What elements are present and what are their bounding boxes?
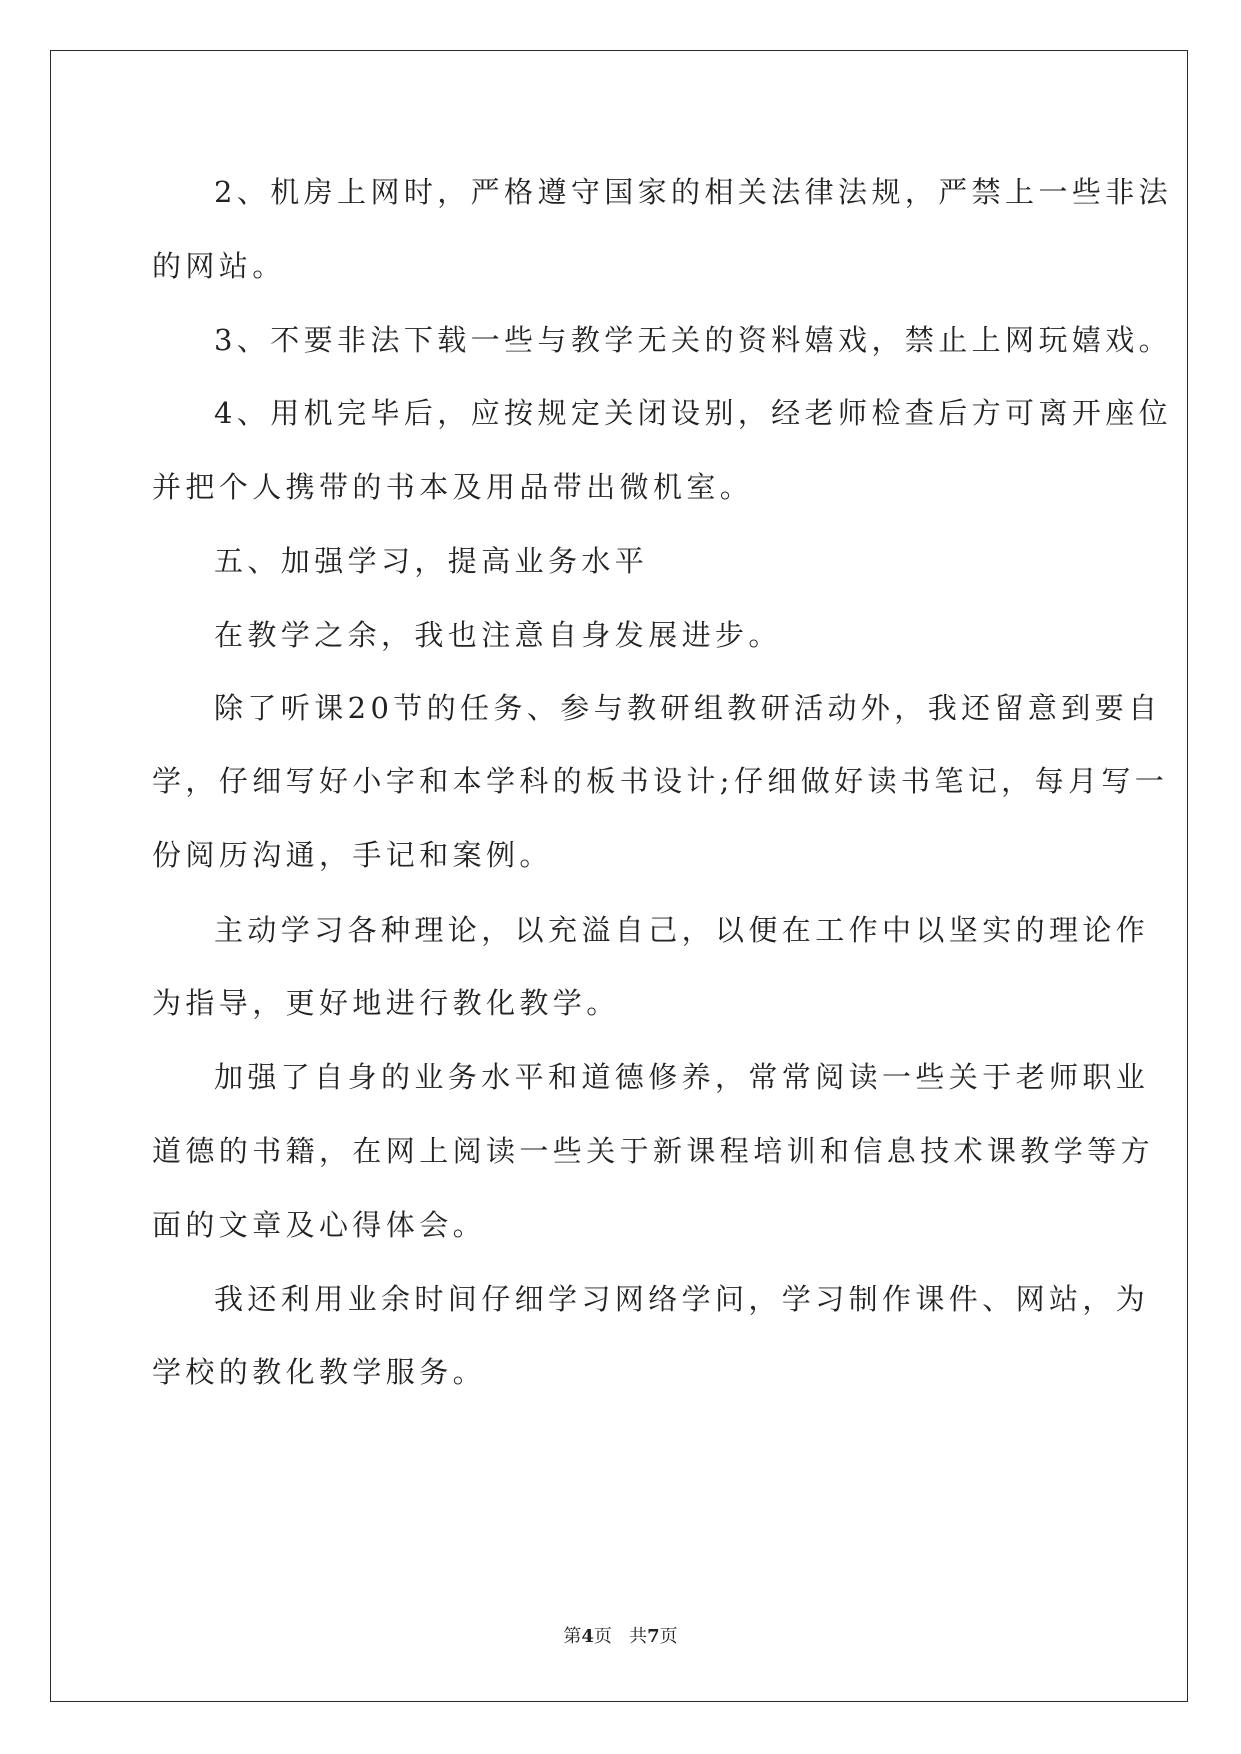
paragraph-line: 为指导，更好地进行教化教学。	[152, 986, 620, 1020]
paragraph-line: 除了听课20节的任务、参与教研组教研活动外，我还留意到要自	[214, 691, 1162, 725]
footer-total-prefix: 共	[629, 1626, 648, 1647]
footer-total-suffix: 页	[659, 1626, 678, 1647]
paragraph-line: 主动学习各种理论，以充溢自己，以便在工作中以坚实的理论作	[214, 913, 1150, 947]
paragraph-line: 学，仔细写好小字和本学科的板书设计;仔细做好读书笔记，每月写一	[152, 764, 1169, 798]
paragraph-line: 的网站。	[152, 249, 286, 283]
paragraph-line: 2、机房上网时，严格遵守国家的相关法律法规，严禁上一些非法	[214, 175, 1173, 209]
paragraph-line: 份阅历沟通，手记和案例。	[152, 838, 553, 872]
footer-prefix: 第	[563, 1626, 582, 1647]
paragraph-line: 在教学之余，我也注意自身发展进步。	[214, 618, 782, 652]
paragraph-line: 加强了自身的业务水平和道德修养，常常阅读一些关于老师职业	[214, 1060, 1150, 1094]
paragraph-line: 我还利用业余时间仔细学习网络学问，学习制作课件、网站，为	[214, 1282, 1150, 1316]
paragraph-line: 面的文章及心得体会。	[152, 1208, 487, 1242]
paragraph-line: 学校的教化教学服务。	[152, 1355, 487, 1389]
total-pages-number: 7	[647, 1626, 660, 1647]
paragraph-line: 4、用机完毕后，应按规定关闭设别，经老师检查后方可离开座位	[214, 396, 1173, 430]
section-heading: 五、加强学习，提高业务水平	[214, 544, 649, 578]
page-border	[50, 50, 1188, 1702]
current-page-number: 4	[581, 1626, 594, 1647]
footer-page-word: 页	[593, 1626, 612, 1647]
page-footer	[0, 1625, 1241, 1649]
paragraph-line: 3、不要非法下载一些与教学无关的资料嬉戏，禁止上网玩嬉戏。	[214, 323, 1173, 357]
paragraph-line: 并把个人携带的书本及用品带出微机室。	[152, 470, 754, 504]
paragraph-line: 道德的书籍，在网上阅读一些关于新课程培训和信息技术课教学等方	[152, 1134, 1155, 1168]
